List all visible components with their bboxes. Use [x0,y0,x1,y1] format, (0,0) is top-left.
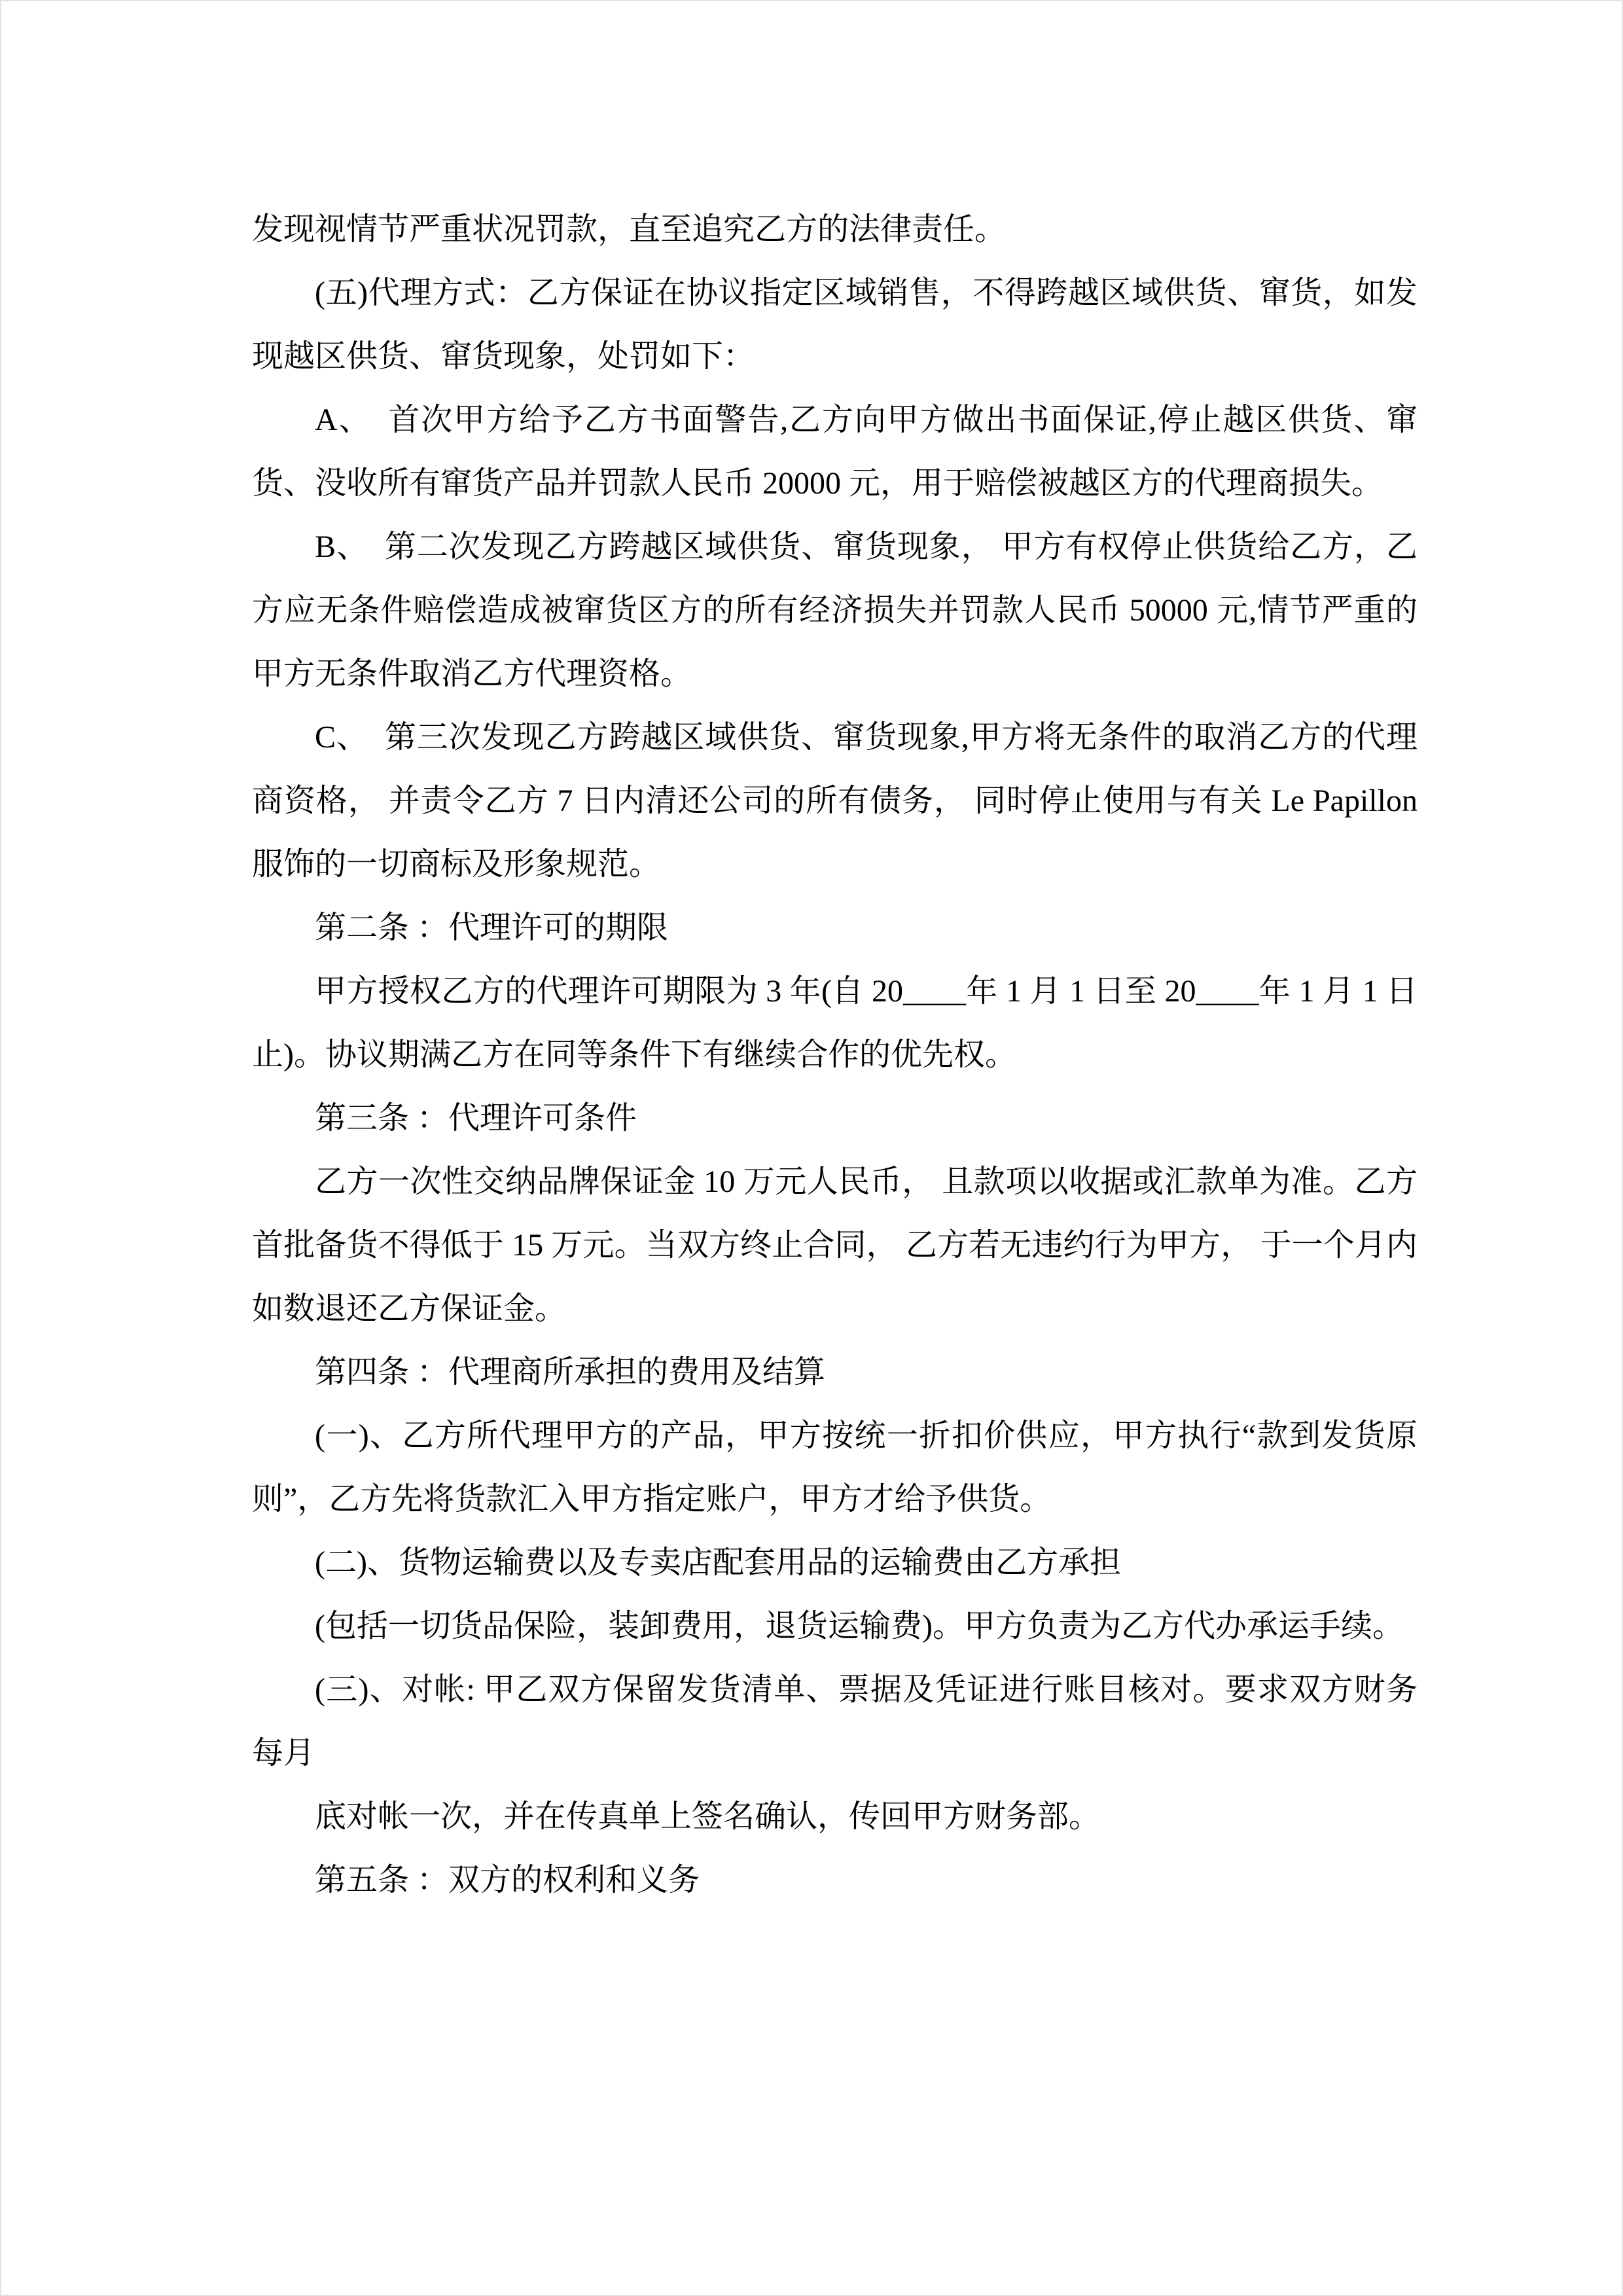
paragraph-article-4-item-3-cont: 底对帐一次，并在传真单上签名确认，传回甲方财务部。 [315,1799,1101,1834]
paragraph-continuation: 发现视情节严重状况罚款，直至追究乙方的法律责任。 [252,212,1007,247]
paragraph-penalty-a: A、 首次甲方给予乙方书面警告,乙方向甲方做出书面保证,停止越区供货、窜货、没收所有窜货产品并罚款人民币 20000 元，用于赔偿被越区方的代理商损失。 [252,403,1418,501]
heading-article-5: 第五条 ：双方的权利和义务 [315,1863,700,1897]
paragraph-article-4-item-2: (二)、货物运输费以及专卖店配套用品的运输费由乙方承担 [315,1545,1121,1580]
paragraph-article-3-body: 乙方一次性交纳品牌保证金 10 万元人民币， 且款项以收据或汇款单为准。乙方首批备货不得低于 15 万元。当双方终止合同， 乙方若无违约行为甲方， 于一个月内如数退还乙方保证金。 [252,1164,1418,1326]
paragraph-clause-5-agency-method: (五)代理方式：乙方保证在协议指定区域销售，不得跨越区域供货、窜货，如发现越区供货、窜货现象，处罚如下： [252,276,1418,374]
paragraph-article-4-item-3: (三)、对帐: 甲乙双方保留发货清单、票据及凭证进行账目核对。要求双方财务每月 [252,1672,1418,1770]
heading-article-3: 第三条 ：代理许可条件 [315,1101,637,1136]
paragraph-article-4-item-1: (一)、乙方所代理甲方的产品，甲方按统一折扣价供应，甲方执行“款到发货原则”，乙方先将货款汇入甲方指定账户，甲方才给予供货。 [252,1418,1418,1516]
heading-article-4: 第四条 ：代理商所承担的费用及结算 [315,1355,826,1390]
paragraph-penalty-b: B、 第二次发现乙方跨越区域供货、窜货现象， 甲方有权停止供货给乙方，乙方应无条件赔偿造成被窜货区方的所有经济损失并罚款人民币 50000 元,情节严重的甲方无条件取消乙方代理资格。 [252,529,1418,691]
heading-article-2: 第二条 ：代理许可的期限 [315,910,669,945]
paragraph-article-4-item-2-note: (包括一切货品保险，装卸费用，退货运输费)。甲方负责为乙方代办承运手续。 [315,1609,1404,1643]
paragraph-article-2-body: 甲方授权乙方的代理许可期限为 3 年(自 20____年 1 月 1 日至 20____年 1 月 1 日止)。协议期满乙方在同等条件下有继续合作的优先权。 [252,974,1418,1072]
paragraph-penalty-c: C、 第三次发现乙方跨越区域供货、窜货现象,甲方将无条件的取消乙方的代理商资格， 并责令乙方 7 日内清还公司的所有债务， 同时停止使用与有关 Le Papillon 服饰的一切商标及形象规范。 [252,720,1418,882]
